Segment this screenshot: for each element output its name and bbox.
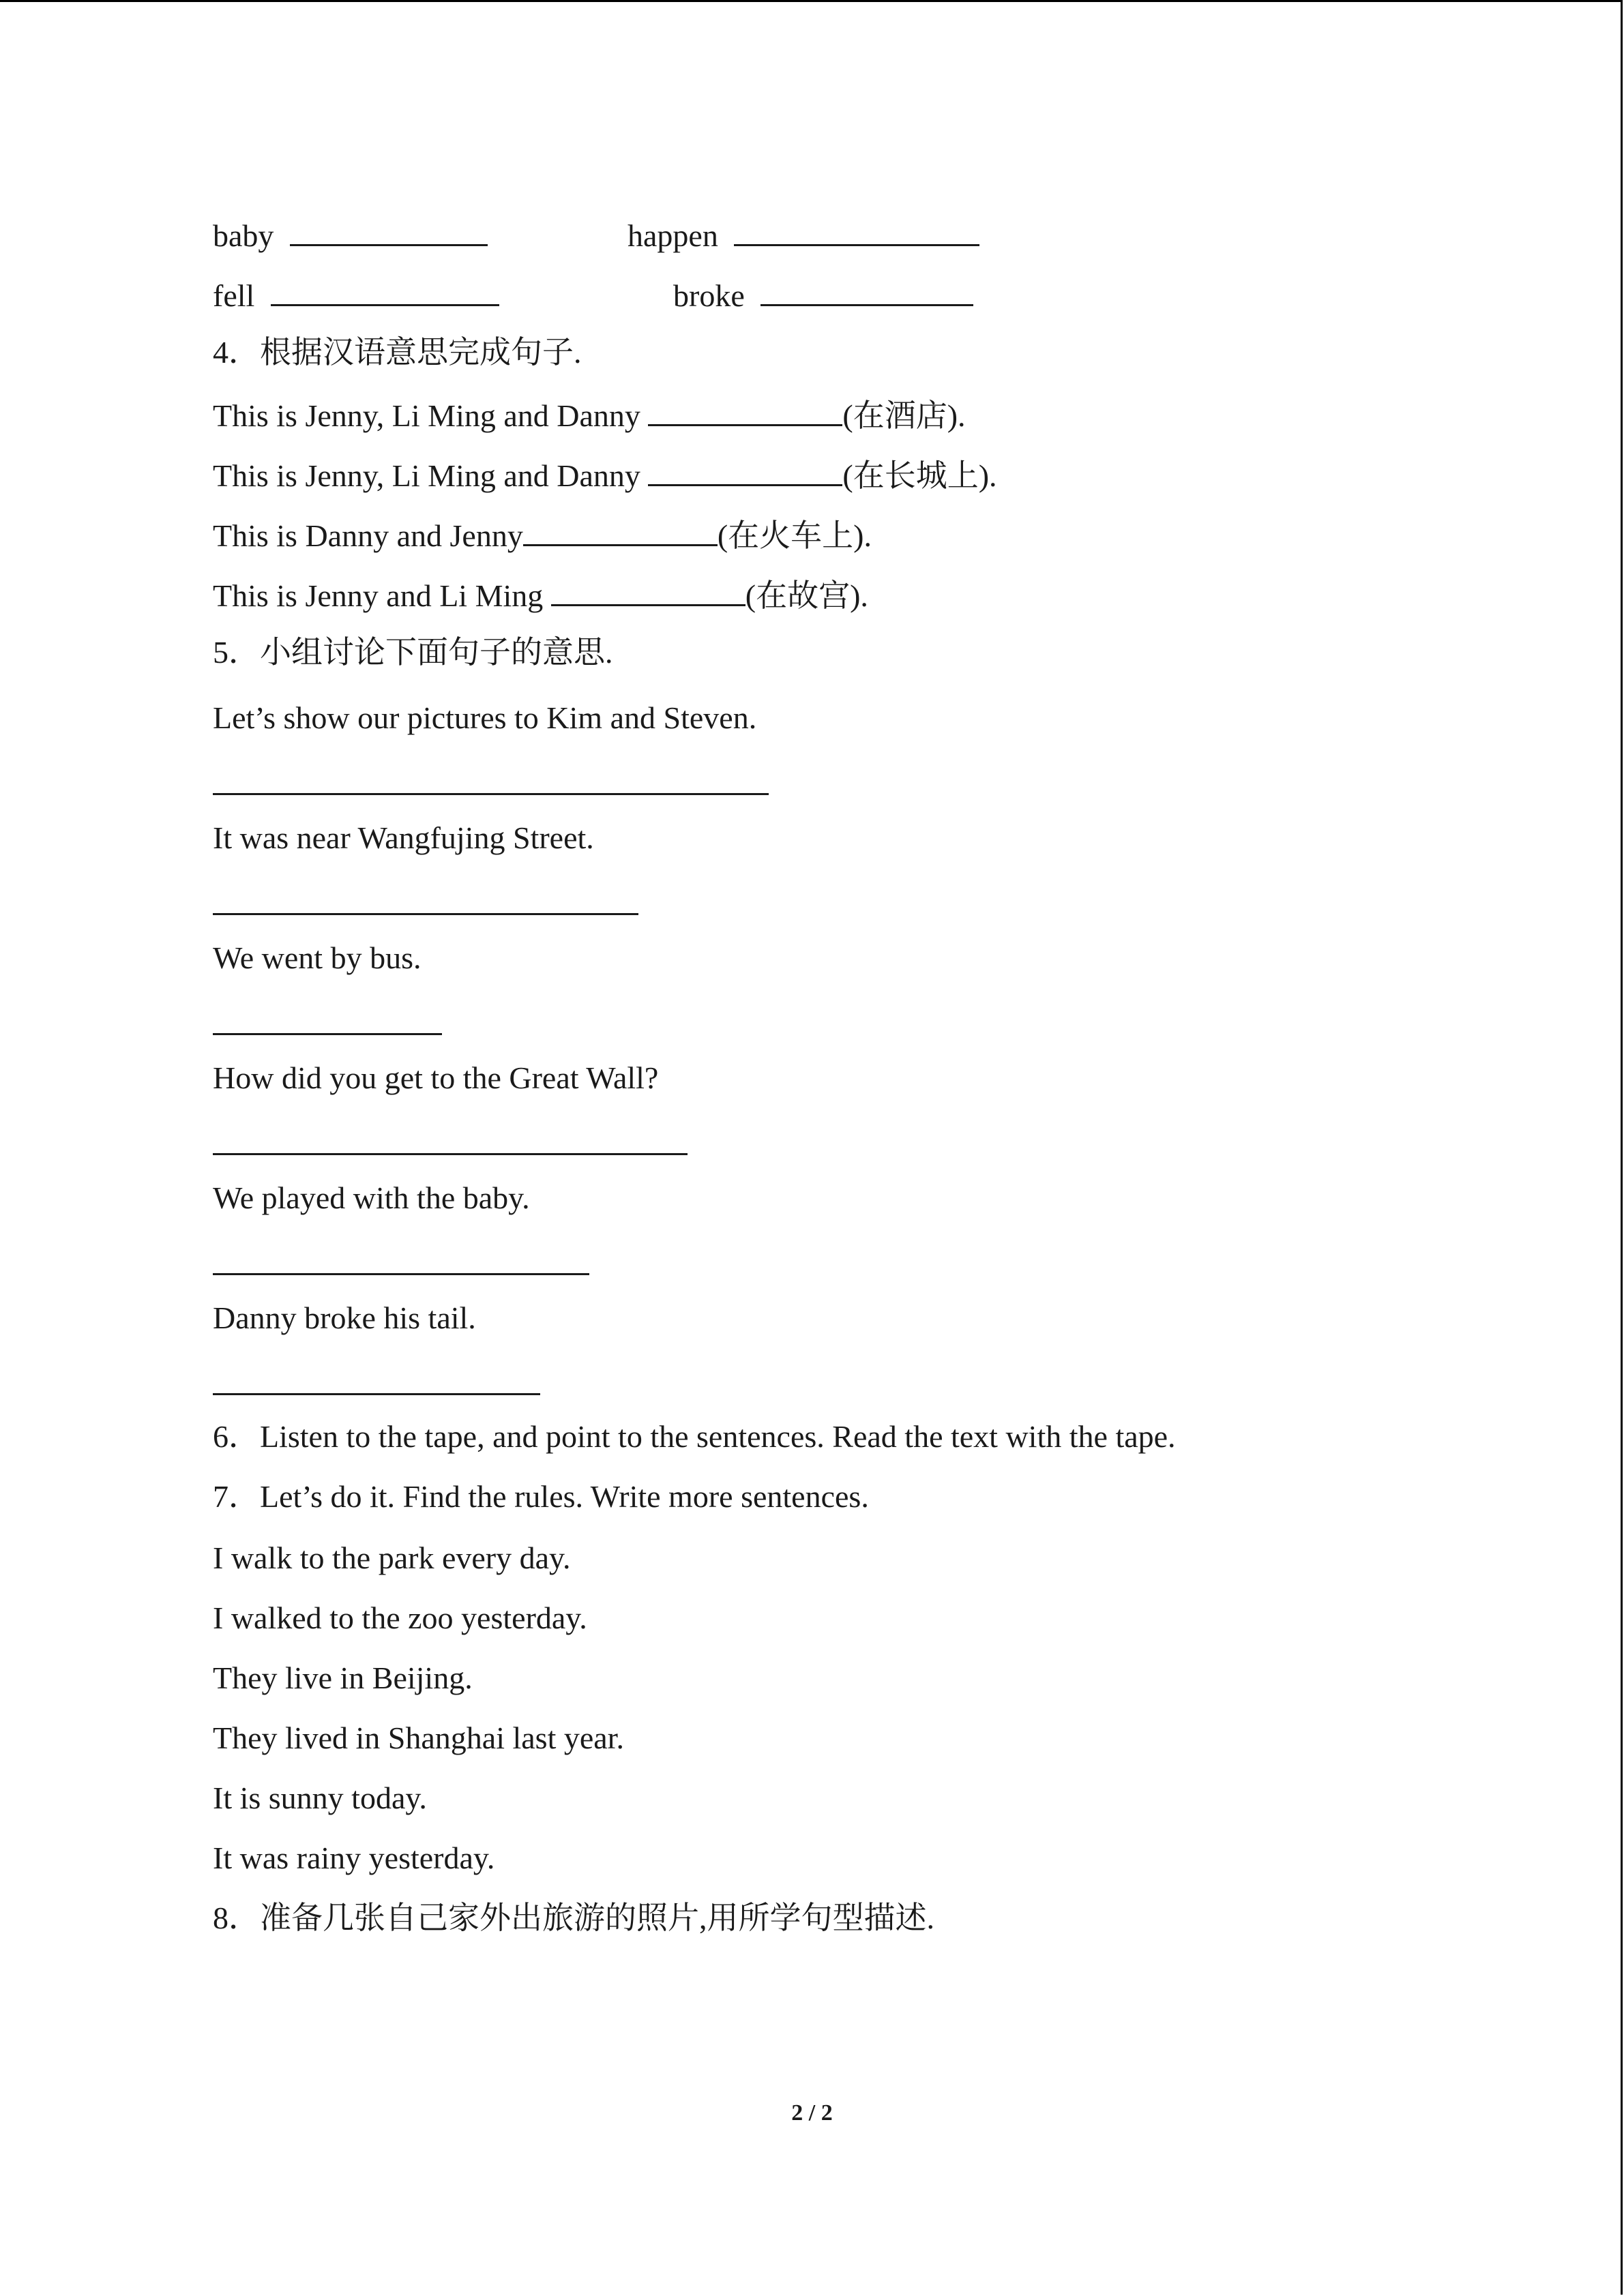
q4-sentence-text: This is Jenny, Li Ming and Danny: [213, 398, 649, 433]
vocab-row: [673, 277, 973, 312]
q4-hint: (在火车上).: [717, 518, 872, 553]
answer-blank[interactable]: [734, 217, 979, 246]
question-4-heading: 4．根据汉语意思完成句子.: [213, 335, 582, 370]
answer-line[interactable]: [213, 913, 638, 915]
answer-line[interactable]: [213, 1273, 589, 1275]
vocab-word: happen: [628, 218, 718, 253]
answer-blank[interactable]: [523, 517, 718, 546]
q4-sentence: [213, 457, 997, 492]
question-5-heading: 5．小组讨论下面句子的意思.: [213, 635, 613, 670]
q5-sentence: How did you get to the Great Wall?: [213, 1060, 659, 1095]
q4-sentence: [213, 517, 872, 552]
answer-blank[interactable]: [271, 277, 499, 306]
answer-line[interactable]: [213, 1033, 442, 1035]
q7-sentence: They live in Beijing.: [213, 1660, 473, 1695]
q7-sentence: I walked to the zoo yesterday.: [213, 1600, 587, 1635]
q4-sentence: [213, 397, 966, 432]
q4-sentence-text: This is Jenny and Li Ming: [213, 578, 551, 613]
vocab-row: [213, 277, 499, 312]
q7-sentence: They lived in Shanghai last year.: [213, 1720, 624, 1755]
q4-sentence-text: This is Danny and Jenny: [213, 518, 523, 553]
q4-sentence-text: This is Jenny, Li Ming and Danny: [213, 458, 649, 493]
question-8-heading: 8．准备几张自己家外出旅游的照片,用所学句型描述.: [213, 1900, 934, 1935]
answer-line[interactable]: [213, 1153, 688, 1155]
page-number: 2 / 2: [791, 2100, 833, 2126]
answer-line[interactable]: [213, 1393, 540, 1395]
vocab-row: [213, 217, 488, 252]
vocab-word: fell: [213, 278, 255, 313]
q4-sentence: [213, 577, 868, 612]
answer-blank[interactable]: [648, 457, 842, 486]
q4-hint: (在故宫).: [745, 578, 868, 613]
answer-blank[interactable]: [290, 217, 488, 246]
q4-hint: (在长城上).: [842, 458, 997, 493]
answer-blank[interactable]: [761, 277, 973, 306]
q7-sentence: I walk to the park every day.: [213, 1540, 571, 1575]
question-7-heading: 7．Let’s do it. Find the rules. Write more sentences.: [213, 1479, 869, 1514]
q5-sentence: Let’s show our pictures to Kim and Steven.: [213, 700, 757, 735]
q4-hint: (在酒店).: [842, 398, 966, 433]
q5-sentence: We went by bus.: [213, 940, 422, 975]
vocab-word: broke: [673, 278, 745, 313]
vocab-word: baby: [213, 218, 274, 253]
q7-sentence: It was rainy yesterday.: [213, 1840, 495, 1875]
question-6-heading: 6．Listen to the tape, and point to the sentences. Read the text with the tape.: [213, 1419, 1176, 1454]
q5-sentence: We played with the baby.: [213, 1180, 530, 1215]
vocab-row: [628, 217, 979, 252]
q5-sentence: Danny broke his tail.: [213, 1300, 476, 1335]
q5-sentence: It was near Wangfujing Street.: [213, 820, 594, 855]
q7-sentence: It is sunny today.: [213, 1780, 427, 1815]
answer-blank[interactable]: [551, 577, 745, 606]
answer-blank[interactable]: [648, 397, 842, 426]
answer-line[interactable]: [213, 793, 769, 795]
